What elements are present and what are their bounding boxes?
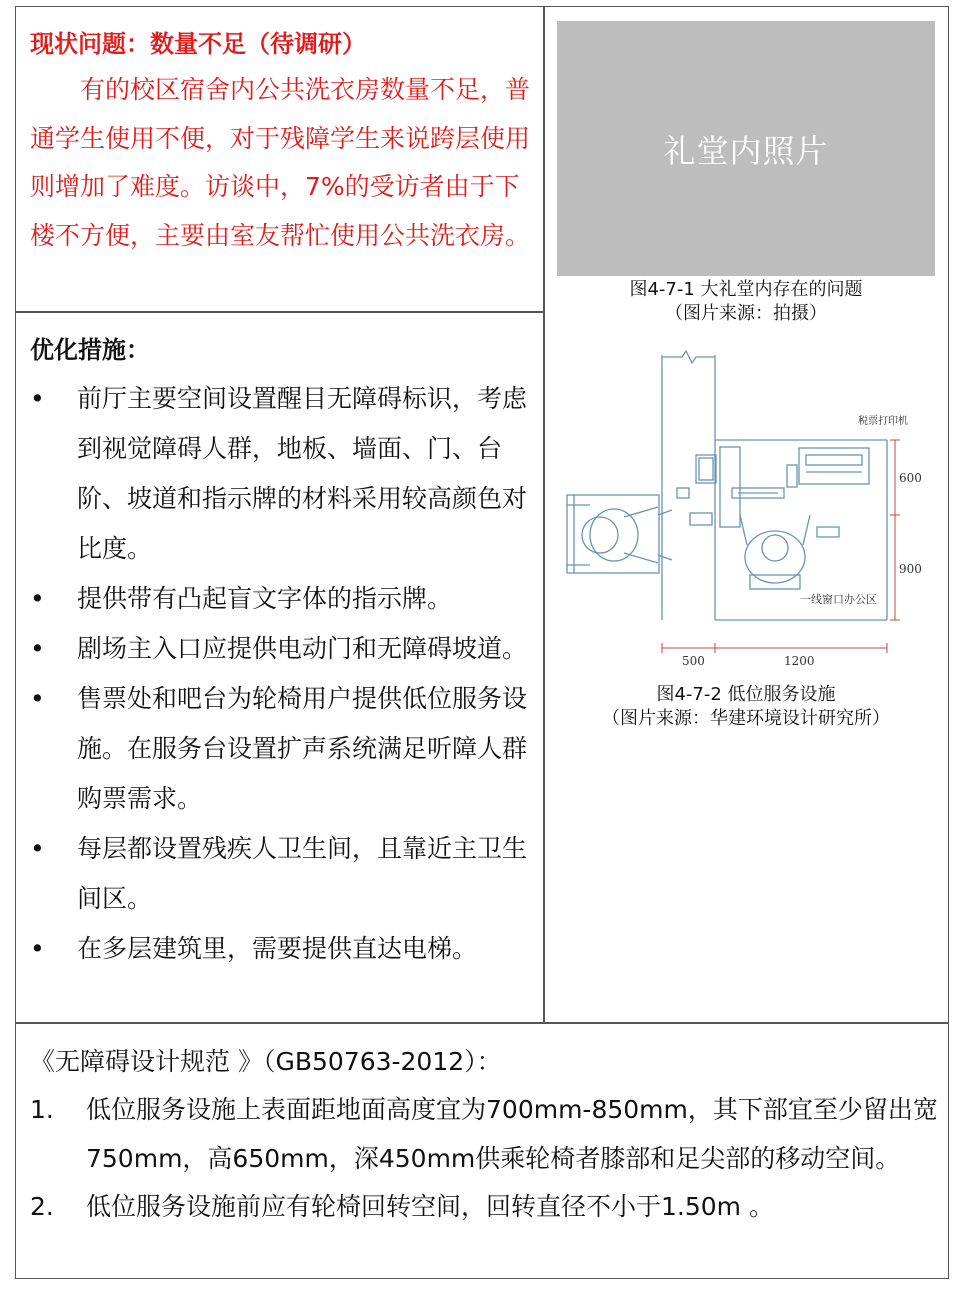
- dimension-600-label: 600: [899, 471, 922, 485]
- dimension-1200-label: 1200: [784, 654, 815, 668]
- list-item: • 售票处和吧台为轮椅用户提供低位服务设施。在服务台设置扩声系统满足听障人群购票需求。: [30, 674, 535, 824]
- spec-cell: [30, 1040, 940, 1232]
- list-item: • 每层都设置残疾人卫生间，且靠近主卫生间区。: [30, 824, 535, 924]
- photo-placeholder-label: 礼堂内照片: [663, 131, 829, 170]
- figure1-caption: 图4-7-1 大礼堂内存在的问题: [629, 279, 863, 300]
- list-item: • 提供带有凸起盲文字体的指示牌。: [30, 574, 535, 624]
- item-number: 1.: [30, 1095, 54, 1124]
- bullet-icon: •: [30, 934, 45, 963]
- measures-heading: 优化措施：: [30, 336, 150, 364]
- dimension-500-label: 500: [682, 654, 705, 668]
- bullet-icon: •: [30, 684, 45, 713]
- measures-cell: [30, 328, 535, 974]
- item-number: 2.: [30, 1192, 54, 1221]
- printer-label: 税票打印机: [858, 416, 908, 427]
- issue-heading: 现状问题：数量不足（待调研）: [30, 30, 366, 58]
- row-divider-bottom: [15, 1022, 949, 1024]
- spec-list: [30, 1086, 940, 1232]
- figure2-source: （图片来源：华建环境设计研究所）: [602, 708, 890, 729]
- bullet-icon: •: [30, 634, 45, 663]
- list-item: • 在多层建筑里，需要提供直达电梯。: [30, 924, 535, 974]
- figure2-caption: 图4-7-2 低位服务设施: [656, 684, 836, 705]
- bullet-icon: •: [30, 834, 45, 863]
- dimension-900-label: 900: [899, 562, 922, 576]
- bullet-icon: •: [30, 384, 45, 413]
- spec-heading: 《无障碍设计规范 》（GB50763-2012）：: [30, 1047, 502, 1076]
- list-item: 2. 低位服务设施前应有轮椅回转空间，回转直径不小于1.50m 。: [30, 1183, 940, 1232]
- auditorium-photo-placeholder: [557, 21, 935, 276]
- issue-text: 有的校区宿舍内公共洗衣房数量不足，普通学生使用不便，对于残障学生来说跨层使用则增加了难度。访谈中，7%的受访者由于下楼不方便，主要由室友帮忙使用公共洗衣房。: [30, 75, 531, 250]
- list-item: 1. 低位服务设施上表面距地面高度宜为700mm-850mm，其下部宜至少留出宽 750mm，高650mm，深450mm供乘轮椅者膝部和足尖部的移动空间。: [30, 1086, 940, 1183]
- issue-cell: [30, 22, 535, 260]
- figure1-source: （图片来源：拍摄）: [665, 303, 827, 324]
- column-divider: [543, 6, 545, 1022]
- low-service-counter-drawing: [562, 345, 937, 675]
- office-area-label: 一线窗口办公区: [800, 593, 877, 606]
- list-item: • 剧场主入口应提供电动门和无障碍坡道。: [30, 624, 535, 674]
- bullet-icon: •: [30, 584, 45, 613]
- list-item: • 前厅主要空间设置醒目无障碍标识，考虑到视觉障碍人群，地板、墙面、门、台阶、坡道和指示牌的材料采用较高颜色对比度。: [30, 374, 535, 574]
- measures-list: [30, 374, 535, 974]
- row-divider-left: [15, 311, 544, 313]
